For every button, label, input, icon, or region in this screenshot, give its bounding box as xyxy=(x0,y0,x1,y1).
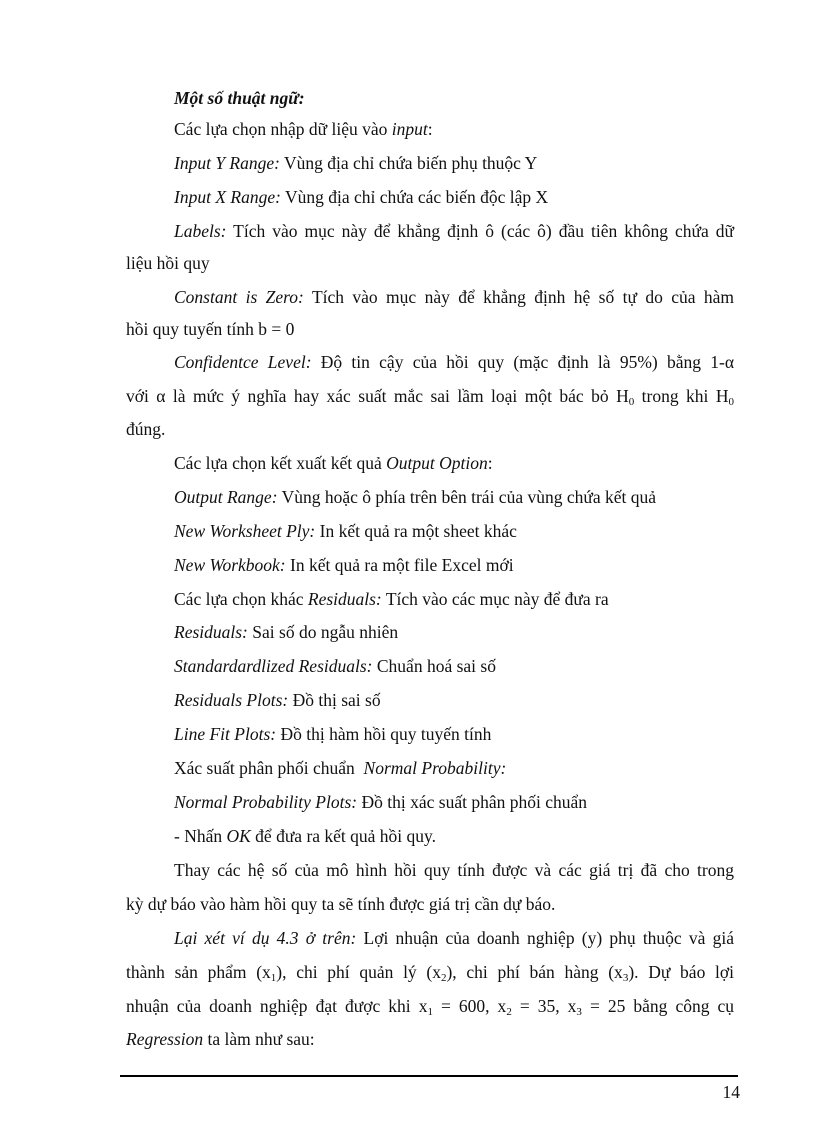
description: Chuẩn hoá sai số xyxy=(372,656,496,676)
text: - Nhấn xyxy=(174,826,227,846)
term: Standardardlized Residuals: xyxy=(174,656,373,676)
page-number: 14 xyxy=(722,1082,740,1102)
residuals-options-intro xyxy=(174,588,609,610)
example-paragraph-line4 xyxy=(126,1028,315,1050)
description: Vùng địa chỉ chứa biến phụ thuộc Y xyxy=(279,153,538,173)
confidence-level-line2 xyxy=(126,385,734,407)
description: Sai số do ngẫu nhiên xyxy=(247,622,399,642)
section-heading: Một số thuật ngữ: xyxy=(174,88,305,108)
constant-zero-item-cont: hồi quy tuyến tính b = 0 xyxy=(126,319,295,339)
confidence-level-line3: đúng. xyxy=(126,419,166,439)
description: Tích vào mục này để khẳng định hệ số tự do của hàm xyxy=(303,287,734,307)
text: trong khi H xyxy=(634,386,729,406)
input-y-range-item xyxy=(174,152,537,174)
subscript: 2 xyxy=(506,1006,512,1018)
text: : xyxy=(427,119,433,139)
output-options-intro xyxy=(174,452,493,474)
text: = 35, x xyxy=(511,996,577,1016)
text: ). Dự báo lợi xyxy=(628,962,734,982)
subscript: 1 xyxy=(270,972,277,984)
term: Output Range: xyxy=(174,487,278,507)
term: Constant is Zero: xyxy=(174,287,304,307)
description: Đồ thị xác suất phân phối chuẩn xyxy=(357,792,587,812)
subscript: 3 xyxy=(622,972,629,984)
term: Residuals: xyxy=(174,622,248,642)
residual-plots-item xyxy=(174,689,381,711)
footer-rule xyxy=(120,1075,738,1077)
input-options-intro xyxy=(174,118,433,140)
term: Line Fit Plots: xyxy=(174,724,277,744)
constant-zero-item xyxy=(174,286,734,308)
term: Confidentce Level: xyxy=(174,352,312,372)
new-workbook-item xyxy=(174,554,514,576)
description: Đồ thị sai số xyxy=(288,690,381,710)
description: In kết quả ra một sheet khác xyxy=(315,521,517,541)
residuals-item xyxy=(174,621,398,643)
subscript: 0 xyxy=(728,396,734,408)
term: Labels: xyxy=(174,221,227,241)
line-fit-plots-item xyxy=(174,723,491,745)
description: Độ tin cậy của hồi quy (mặc định là 95%) bằng 1-α xyxy=(311,352,734,372)
labels-item-cont: liệu hồi quy xyxy=(126,253,210,273)
term: Normal Probability: xyxy=(363,758,507,778)
text: thành sản phẩm (x xyxy=(126,962,271,982)
term: OK xyxy=(226,826,251,846)
text: Tích vào các mục này để đưa ra xyxy=(381,589,609,609)
normal-probability-plots-item xyxy=(174,791,587,813)
term: Residuals Plots: xyxy=(174,690,289,710)
replace-paragraph-line2: kỳ dự báo vào hàm hồi quy ta sẽ tính được giá trị cần dự báo. xyxy=(126,894,556,914)
term: Input Y Range: xyxy=(174,153,280,173)
text: : xyxy=(487,453,493,473)
description: Tích vào mục này để khẳng định ô (các ô) đầu tiên không chứa dữ xyxy=(226,221,734,241)
text: Xác suất phân phối chuẩn xyxy=(174,758,364,778)
description: Đồ thị hàm hồi quy tuyến tính xyxy=(276,724,492,744)
standardized-residuals-item xyxy=(174,655,496,677)
subscript: 0 xyxy=(628,396,635,408)
text: ta làm như sau: xyxy=(203,1029,315,1049)
normal-probability-item xyxy=(174,757,506,779)
example-paragraph-line1 xyxy=(174,927,734,949)
ok-instruction xyxy=(174,825,436,847)
description: In kết quả ra một file Excel mới xyxy=(285,555,514,575)
term: Residuals: xyxy=(307,589,382,609)
text: với α là mức ý nghĩa hay xác suất mắc sai lầm loại một bác bỏ H xyxy=(126,386,629,406)
example-paragraph-line3 xyxy=(126,995,734,1017)
output-range-item xyxy=(174,486,656,508)
description: Vùng hoặc ô phía trên bên trái của vùng chứa kết quả xyxy=(277,487,657,507)
term: Output Option xyxy=(386,453,488,473)
text: ), chi phí quản lý (x xyxy=(276,962,441,982)
term: input xyxy=(391,119,428,139)
text: Các lựa chọn nhập dữ liệu vào xyxy=(174,119,392,139)
term: New Workbook: xyxy=(174,555,286,575)
text: Các lựa chọn khác xyxy=(174,589,308,609)
example-paragraph-line2 xyxy=(126,961,734,983)
confidence-level-item xyxy=(174,351,734,373)
subscript: 3 xyxy=(576,1006,582,1018)
description: Vùng địa chỉ chứa các biến độc lập X xyxy=(280,187,549,207)
new-worksheet-item xyxy=(174,520,517,542)
subscript: 1 xyxy=(427,1006,433,1018)
term: Regression xyxy=(126,1029,204,1049)
text: Lợi nhuận của doanh nghiệp (y) phụ thuộc và giá xyxy=(356,928,735,948)
labels-item xyxy=(174,220,734,242)
term: New Worksheet Ply: xyxy=(174,521,316,541)
replace-paragraph-line1: Thay các hệ số của mô hình hồi quy tính được và các giá trị đã cho trong xyxy=(174,860,734,880)
term: Normal Probability Plots: xyxy=(174,792,358,812)
text: = 600, x xyxy=(432,996,507,1016)
term: Lại xét ví dụ 4.3 ở trên: xyxy=(174,928,357,948)
text: để đưa ra kết quả hồi quy. xyxy=(250,826,437,846)
input-x-range-item xyxy=(174,186,548,208)
text: nhuận của doanh nghiệp đạt được khi x xyxy=(126,996,428,1016)
text: Các lựa chọn kết xuất kết quả xyxy=(174,453,387,473)
subscript: 2 xyxy=(440,972,447,984)
text: = 25 bằng công cụ xyxy=(581,996,735,1016)
text: ), chi phí bán hàng (x xyxy=(446,962,623,982)
term: Input X Range: xyxy=(174,187,281,207)
